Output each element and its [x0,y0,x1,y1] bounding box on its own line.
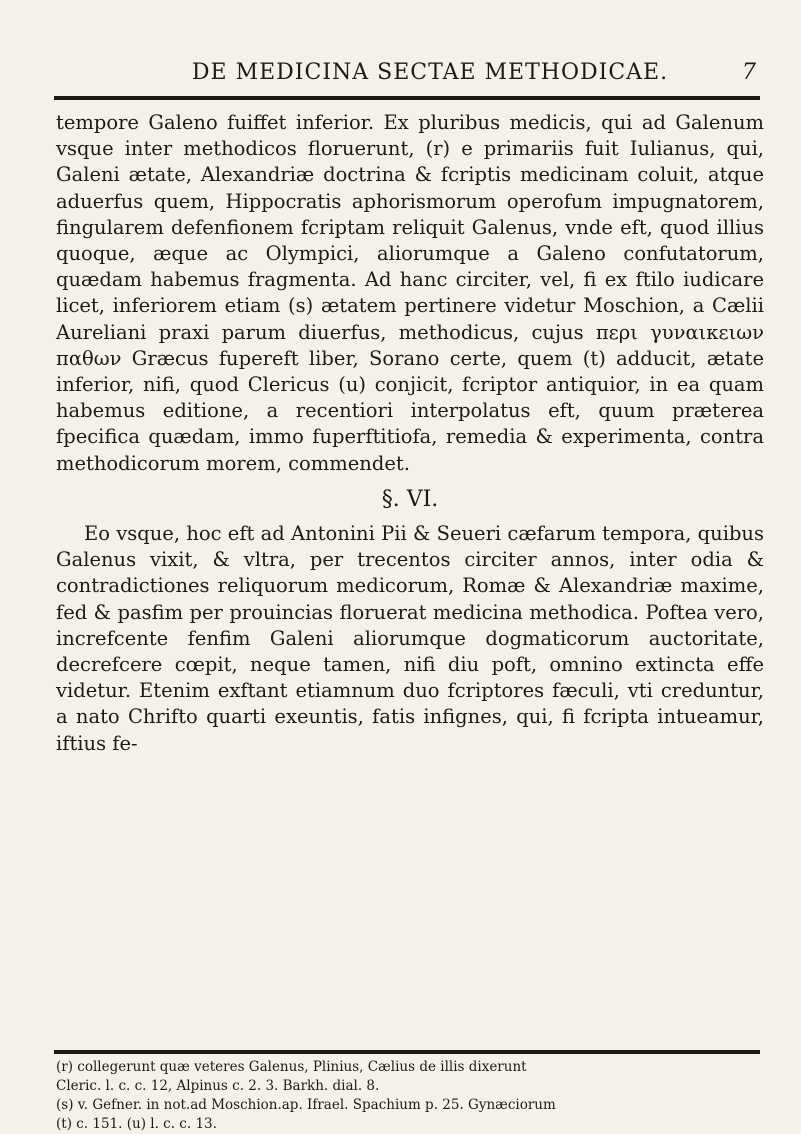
page-header [60,60,760,90]
footnote-line: (s) v. Gefner. in not.ad Moschion.ap. Ifrael. Spachium p. 25. Gynæciorum [56,1097,556,1113]
footnote-line: (r) collegerunt quæ veteres Galenus, Plinius, Cælius de illis dixerunt [56,1059,527,1075]
footnotes [56,1058,764,1134]
footnote-line: (t) c. 151. (u) l. c. c. 13. [56,1116,217,1132]
section-heading: §. VI. [381,486,439,512]
main-text [56,110,764,757]
footnote-line: Cleric. l. c. c. 12, Alpinus c. 2. 3. Barkh. dial. 8. [56,1078,380,1094]
running-title: DE MEDICINA SECTAE METHODICAE. [191,60,669,85]
page-number: 7 [742,60,756,85]
paragraph: Eo vsque, hoc eft ad Antonini Pii & Seueri cæfarum tempora, quibus Galenus vixit, & vltra, per trecentos circiter annos, inter odia & contradictiones reliquorum medicorum, Romæ & Alexandriæ maxime, fed & pasfim per prouincias floruerat medicina methodica. Poftea vero, increfcente fenfim Galeni aliorumque dogmaticorum auctoritate, decrefcere cœpit, neque tamen, nifi diu poft, omnino extincta effe videtur. Etenim exftant etiamnum duo fcriptores fæculi, vti creduntur, a nato Chrifto quarti exeuntis, fatis infignes, qui, fi fcripta intueamur, iftius fe- [56,522,764,755]
footnote-rule [54,1050,760,1054]
header-rule [54,96,760,100]
paragraph: tempore Galeno fuiffet inferior. Ex pluribus medicis, qui ad Galenum vsque inter methodicos floruerunt, (r) e primariis fuit Iulianus, qui, Galeni ætate, Alexandriæ doctrina & fcriptis medicinam coluit, atque aduerfus quem, Hippocratis aphorismorum operofum impugnatorem, fingularem defenfionem fcriptam reliquit Galenus, vnde eft, quod illius quoque, æque ac Olympici, aliorumque a Galeno confutatorum, quædam habemus fragmenta. Ad hanc circiter, vel, fi ex ftilo iudicare licet, inferiorem etiam (s) ætatem pertinere videtur Moschion, a Cælii Aureliani praxi parum diuerfus, methodicus, cujus περι γυναικειων παθων Græcus fupereft liber, Sorano certe, quem (t) adducit, ætate inferior, nifi, quod Clericus (u) conjicit, fcriptor antiquior, in ea quam habemus editione, a recentiori interpolatus eft, quum præterea fpecifica quædam, immo fuperftitiofa, remedia & experimenta, contra methodicorum morem, commendet. [56,111,764,475]
